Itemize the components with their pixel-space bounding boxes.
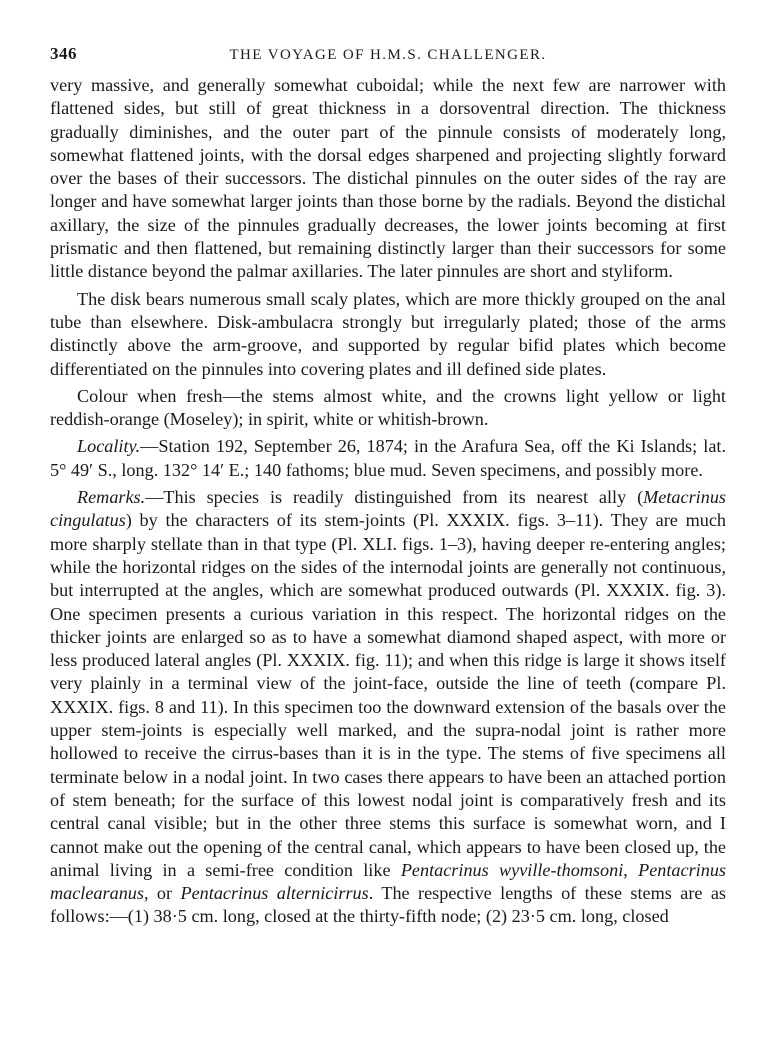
running-title: THE VOYAGE OF H.M.S. CHALLENGER.: [229, 47, 547, 63]
locality-heading: Locality.: [77, 436, 141, 457]
remarks-text-5: . The respective lengths of these stems are as follows:—(1) 38·5 cm. long, closed at the thirty-fifth node; (2) 23·5 cm. long, closed: [50, 883, 726, 927]
paragraph-colour: Colour when fresh—the stems almost white, and the crowns light yellow or light reddish-orange (Moseley); in spirit, white or whitish-brown.: [50, 385, 726, 430]
species-name-metacrinus: Metacrinus cingulatus: [50, 487, 726, 531]
remarks-text-4: , or: [143, 883, 181, 904]
paragraph-pinnules: very massive, and generally somewhat cuboidal; while the next few are narrower with flattened sides, but still of great thickness in a dorsoventral direction. The thickness gradually diminishes, and the outer part of the pinnule consists of moderately long, somewhat flattened joints, with the dorsal edges sharpened and projecting slightly forward over the bases of their successors. The distichal pinnules on the outer sides of the ray are longer and have somewhat larger joints than those borne by the radials. Beyond the distichal axillary, the size of the pinnules gradually decreases, the lower joints becoming at first prismatic and then flattened, but remaining distinctly larger than their successors for some little distance beyond the palmar axillaries. The later pinnules are short and styliform.: [50, 75, 726, 282]
species-name-alternicirrus: Pentacrinus alternicirrus: [180, 883, 369, 904]
locality-text: —Station 192, September 26, 1874; in the Arafura Sea, off the Ki Islands; lat. 5° 49′ S., long. 132° 14′ E.; 140 fathoms; blue mud. Seven specimens, and possibly more.: [50, 436, 726, 480]
remarks-text-1: —This species is readily distinguished from its nearest ally (: [145, 487, 644, 508]
paragraph-remarks: [50, 486, 726, 929]
page-header: [50, 44, 726, 68]
remarks-text-3: ,: [623, 859, 639, 880]
paragraph-locality: [50, 435, 726, 482]
paragraph-disk: The disk bears numerous small scaly plates, which are more thickly grouped on the anal tube than elsewhere. Disk-ambulacra strongly but irregularly plated; those of the arms distinctly above the arm-groove, and supported by regular bifid plates which become differentiated on the pinnules into covering plates and ill defined side plates.: [50, 288, 726, 379]
species-name-wyville-thomsoni: Pentacrinus wyville-thomsoni: [400, 859, 624, 880]
page-number: 346: [50, 44, 77, 63]
species-name-maclearanus: Pentacrinus maclearanus: [50, 859, 726, 904]
body-text: [50, 74, 726, 929]
remarks-text-2: ) by the characters of its stem-joints (Pl. XXXIX. figs. 3–11). They are much more sharply stellate than in that type (Pl. XLI. figs. 1–3), having deeper re-entering angles; while the horizontal ridges on the sides of the internodal joints are generally not continuous, but interrupted at the angles, which are somewhat produced outwards (Pl. XXXIX. fig. 3). One specimen presents a curious variation in this respect. The horizontal ridges on the thicker joints are enlarged so as to have a somewhat diamond shaped aspect, with more or less produced lateral angles (Pl. XXXIX. fig. 11); and when this ridge is large it shows itself very plainly in a terminal view of the joint-face, outside the line of teeth (compare Pl. XXXIX. figs. 8 and 11). In this specimen too the downward extension of the basals over the upper stem-joints is especially well marked, and the supra-nodal joint is rather more hollowed to receive the cirrus-bases than it is in the type. The stems of five specimens all terminate below in a nodal joint. In two cases there appears to have been an attached portion of stem beneath; for the surface of this lowest nodal joint is comparatively fresh and its central canal visible; but in the other three stems this surface is somewhat worn, and I cannot make out the opening of the central canal, which appears to have been closed up, the animal living in a semi-free condition like: [50, 510, 726, 880]
remarks-heading: Remarks.: [77, 487, 146, 508]
